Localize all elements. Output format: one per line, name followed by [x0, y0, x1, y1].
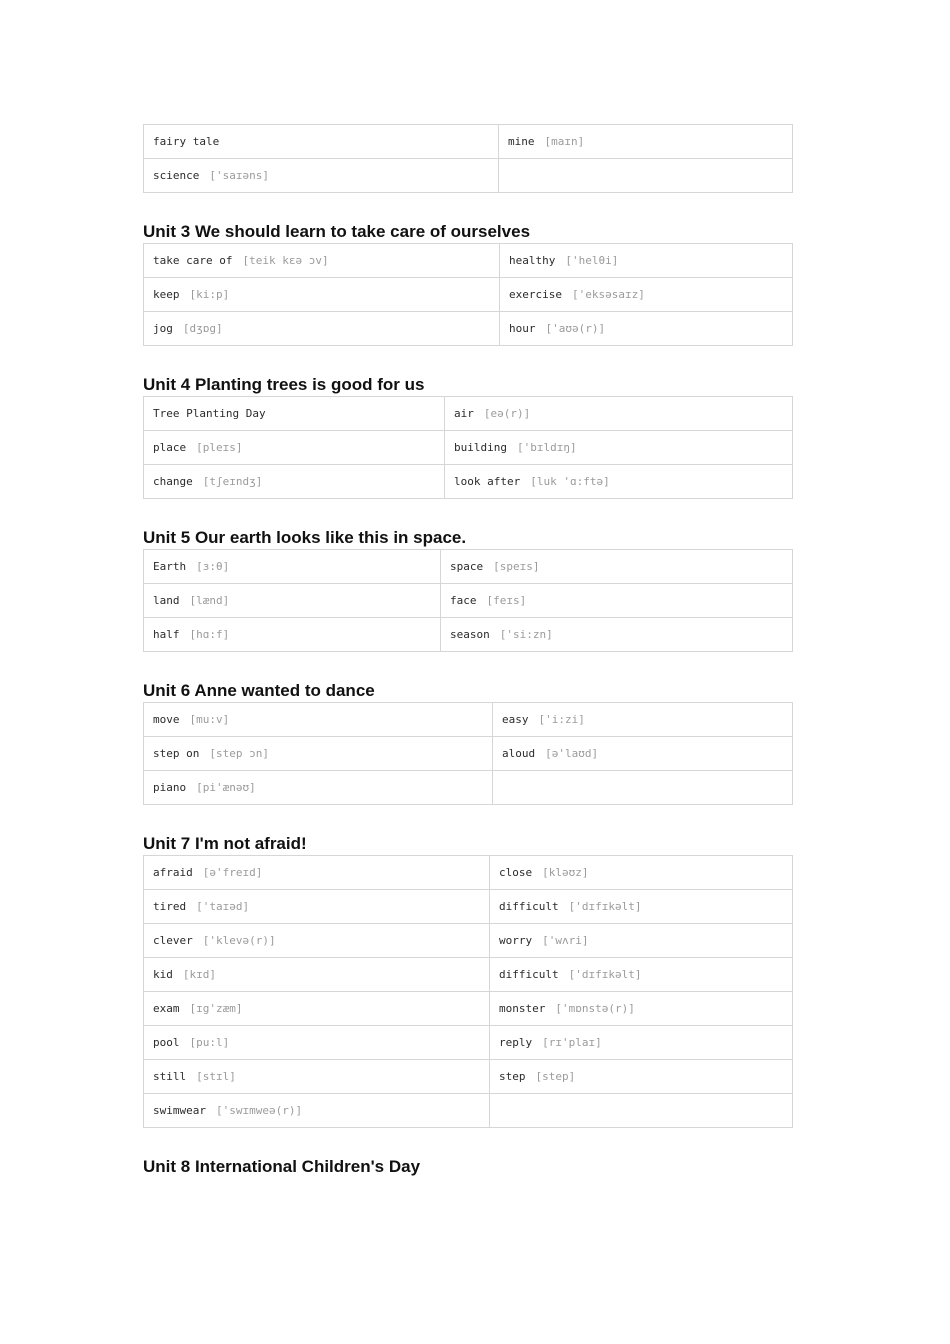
phonetic: [teik kɛə ɔv] [242, 254, 329, 267]
table-cell [144, 703, 493, 737]
word: kid [153, 968, 173, 981]
table-cell-empty [490, 1094, 793, 1128]
table-cell [490, 958, 793, 992]
table-cell [500, 312, 793, 346]
phonetic: [speɪs] [493, 560, 540, 573]
phonetic: ['klevə(r)] [202, 934, 276, 947]
table-row [144, 618, 793, 652]
phonetic: ['si:zn] [499, 628, 553, 641]
word: monster [499, 1002, 546, 1015]
word: air [454, 407, 474, 420]
phonetic: ['eksəsaɪz] [571, 288, 645, 301]
table-cell [490, 1026, 793, 1060]
table-row [144, 1060, 793, 1094]
table-cell [144, 1026, 490, 1060]
word: change [153, 475, 193, 488]
word: half [153, 628, 180, 641]
phonetic: [pleɪs] [196, 441, 243, 454]
phonetic: [step] [535, 1070, 576, 1083]
table-row [144, 958, 793, 992]
phonetic: [rɪ'plaɪ] [542, 1036, 602, 1049]
word: difficult [499, 968, 559, 981]
word: hour [509, 322, 536, 335]
table-row [144, 465, 793, 499]
table-cell-empty [499, 159, 793, 193]
word: Earth [153, 560, 187, 573]
word: keep [153, 288, 180, 301]
table-cell [144, 856, 490, 890]
table-row [144, 856, 793, 890]
phonetic: [feɪs] [486, 594, 527, 607]
phonetic: [tʃeɪndʒ] [202, 475, 263, 488]
unit-heading: Unit 6 Anne wanted to dance [143, 681, 375, 700]
table-row [144, 550, 793, 584]
table-row [144, 992, 793, 1026]
table-cell [490, 1060, 793, 1094]
table-cell [144, 924, 490, 958]
table-cell [445, 431, 793, 465]
vocab-table [143, 855, 793, 1128]
table-row [144, 584, 793, 618]
phonetic: [ki:p] [189, 288, 230, 301]
table-cell [441, 584, 793, 618]
word: exam [153, 1002, 180, 1015]
table-cell [445, 465, 793, 499]
phonetic: [mu:v] [189, 713, 230, 726]
table-cell [144, 584, 441, 618]
word: face [450, 594, 477, 607]
table-cell [493, 703, 793, 737]
phonetic: [ə'laʊd] [545, 747, 599, 760]
table-row [144, 1026, 793, 1060]
phonetic: ['i:zi] [538, 713, 585, 726]
phonetic: [step ɔn] [209, 747, 269, 760]
table-cell [441, 550, 793, 584]
word: aloud [502, 747, 536, 760]
table-cell [500, 278, 793, 312]
phonetic: ['mɒnstə(r)] [555, 1002, 635, 1015]
unit-heading: Unit 4 Planting trees is good for us [143, 375, 425, 394]
table-cell [144, 397, 445, 431]
vocab-table [143, 396, 793, 499]
word: place [153, 441, 187, 454]
word: afraid [153, 866, 193, 879]
table-cell [445, 397, 793, 431]
table-row [144, 924, 793, 958]
unit-heading: Unit 8 International Children's Day [143, 1157, 421, 1176]
phonetic: ['dɪfɪkəlt] [568, 900, 642, 913]
word: close [499, 866, 533, 879]
table-row [144, 1094, 793, 1128]
word: easy [502, 713, 529, 726]
word: jog [153, 322, 173, 335]
word: land [153, 594, 180, 607]
word: science [153, 169, 200, 182]
word: still [153, 1070, 187, 1083]
phonetic: [lænd] [189, 594, 230, 607]
vocab-table [143, 549, 793, 652]
table-cell [441, 618, 793, 652]
table-row [144, 312, 793, 346]
table-cell [144, 465, 445, 499]
phonetic: ['wʌri] [542, 934, 589, 947]
phonetic: ['saɪəns] [209, 169, 269, 182]
table-cell-empty [493, 771, 793, 805]
phonetic: [eə(r)] [483, 407, 531, 420]
phonetic: ['taɪəd] [196, 900, 250, 913]
table-row [144, 703, 793, 737]
table-cell [144, 159, 499, 193]
word: reply [499, 1036, 533, 1049]
word: exercise [509, 288, 562, 301]
table-row [144, 771, 793, 805]
phonetic: [dʒɒg] [182, 322, 223, 335]
table-cell [144, 312, 500, 346]
table-cell [144, 992, 490, 1026]
table-cell [144, 431, 445, 465]
word: swimwear [153, 1104, 206, 1117]
phonetic: [pi'ænəʊ] [196, 781, 256, 794]
table-cell [499, 125, 793, 159]
word: healthy [509, 254, 556, 267]
phonetic: ['helθi] [565, 254, 619, 267]
table-cell [490, 992, 793, 1026]
table-cell [144, 958, 490, 992]
word: difficult [499, 900, 559, 913]
table-cell [500, 244, 793, 278]
word: space [450, 560, 484, 573]
table-row [144, 737, 793, 771]
table-row [144, 159, 793, 193]
word: piano [153, 781, 187, 794]
word: tired [153, 900, 187, 913]
table-cell [490, 890, 793, 924]
phonetic: [hɑ:f] [189, 628, 230, 641]
table-cell [144, 771, 493, 805]
table-row [144, 431, 793, 465]
table-cell [144, 278, 500, 312]
phonetic: [luk 'ɑ:ftə] [530, 475, 610, 488]
phonetic: [maɪn] [544, 135, 585, 148]
table-cell [144, 125, 499, 159]
word: clever [153, 934, 193, 947]
unit-heading: Unit 7 I'm not afraid! [143, 834, 307, 853]
phonetic: [pu:l] [189, 1036, 230, 1049]
word: move [153, 713, 180, 726]
table-cell [493, 737, 793, 771]
vocab-table [143, 124, 793, 193]
table-cell [144, 737, 493, 771]
word: step [499, 1070, 526, 1083]
table-cell [144, 890, 490, 924]
phonetic: ['bɪldɪŋ] [516, 441, 577, 454]
phonetic: [kləʊz] [542, 866, 589, 879]
table-cell [144, 550, 441, 584]
word: fairy tale [153, 135, 220, 148]
phonetic: ['aʊə(r)] [545, 322, 606, 335]
table-row [144, 244, 793, 278]
word: step on [153, 747, 200, 760]
phonetic: ['swɪmweə(r)] [215, 1104, 303, 1117]
phonetic: [ə'freɪd] [202, 866, 263, 879]
word: mine [508, 135, 535, 148]
table-row [144, 890, 793, 924]
table-row [144, 125, 793, 159]
document-page [143, 124, 792, 1178]
word: season [450, 628, 490, 641]
table-row [144, 278, 793, 312]
table-cell [144, 1060, 490, 1094]
word: worry [499, 934, 533, 947]
table-cell [144, 618, 441, 652]
phonetic: [stɪl] [196, 1070, 236, 1083]
vocab-table [143, 702, 793, 805]
word: look after [454, 475, 521, 488]
vocab-table [143, 243, 793, 346]
phonetic: ['dɪfɪkəlt] [568, 968, 642, 981]
unit-heading: Unit 5 Our earth looks like this in space. [143, 528, 467, 547]
word: Tree Planting Day [153, 407, 266, 420]
phonetic: [ɪg'zæm] [189, 1002, 243, 1015]
word: pool [153, 1036, 180, 1049]
table-cell [144, 244, 500, 278]
table-cell [490, 856, 793, 890]
word: building [454, 441, 507, 454]
table-cell [144, 1094, 490, 1128]
word: take care of [153, 254, 233, 267]
unit-heading: Unit 3 We should learn to take care of ourselves [143, 222, 531, 241]
table-row [144, 397, 793, 431]
table-cell [490, 924, 793, 958]
phonetic: [kɪd] [182, 968, 216, 981]
phonetic: [ɜ:θ] [196, 560, 230, 573]
